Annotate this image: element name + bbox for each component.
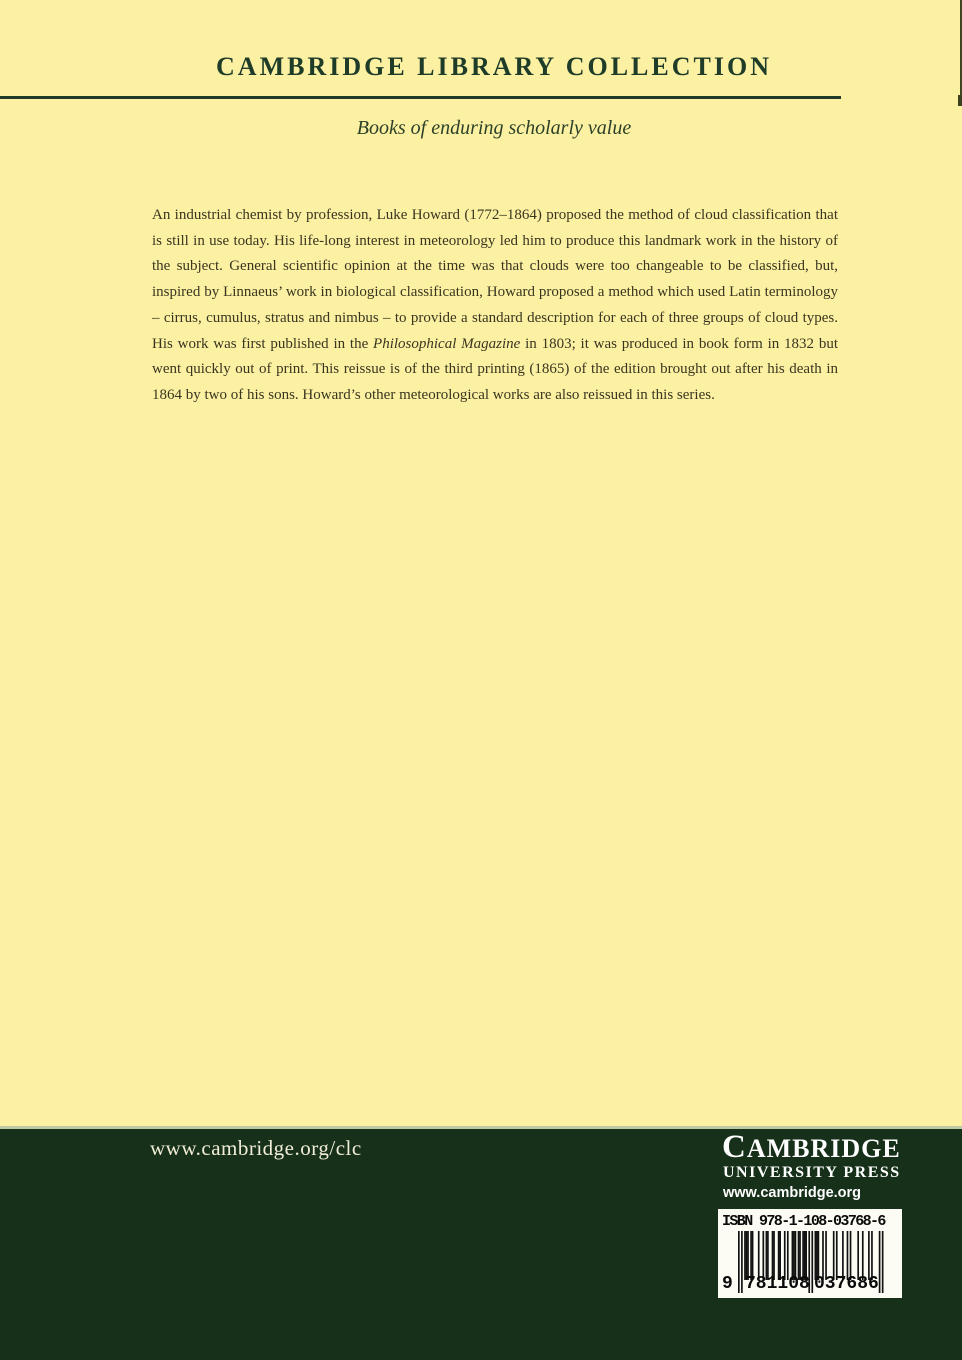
barcode-digit-lead: 9 [722, 1274, 733, 1294]
blurb-journal-title: Philosophical Magazine [373, 335, 521, 352]
book-blurb [152, 203, 838, 409]
publisher-wordmark-rest: AMBRIDGE [746, 1134, 901, 1163]
collection-url: www.cambridge.org/clc [150, 1136, 362, 1160]
header-rule [0, 96, 841, 99]
series-title: CAMBRIDGE LIBRARY COLLECTION [216, 52, 772, 81]
publisher-wordmark-initial: C [722, 1129, 747, 1165]
barcode-digits-group1: 781108 [745, 1274, 810, 1294]
isbn-barcode-box [718, 1209, 902, 1298]
barcode-digits [718, 1275, 902, 1295]
publisher-url: www.cambridge.org [723, 1185, 862, 1201]
blurb-text-before: An industrial chemist by profession, Luke Howard (1772–1864) proposed the method of cloud classification that is still in use today. His life-long interest in meteorology led him to produce this landmark work in the history of the subject. General scientific opinion at the time was that clouds were too changeable to be classified, but, inspired by Linnaeus’ work in biological classification, Howard proposed a method which used Latin terminology – cirrus, cumulus, stratus and nimbus – to provide a standard description for each of three groups of cloud types. His work was first published in the [152, 207, 838, 352]
blurb-text-after: in 1803; it was produced in book form in 1832 but went quickly out of print. This reissue is of the third printing (1865) of the edition brought out after his death in 1864 by two of his sons. Howard’s other meteorological works are also reissued in this series. [152, 335, 838, 403]
series-tagline: Books of enduring scholarly value [356, 117, 632, 139]
publisher-logo-block [718, 1129, 902, 1298]
isbn-label: ISBN 978-1-108-03768-6 [722, 1213, 885, 1230]
publisher-subtitle: UNIVERSITY PRESS [723, 1164, 901, 1181]
scan-edge-artifact-notch [958, 95, 962, 106]
footer-band [0, 1126, 962, 1360]
barcode-digits-group2: 037686 [814, 1274, 879, 1294]
publisher-wordmark [718, 1129, 902, 1165]
